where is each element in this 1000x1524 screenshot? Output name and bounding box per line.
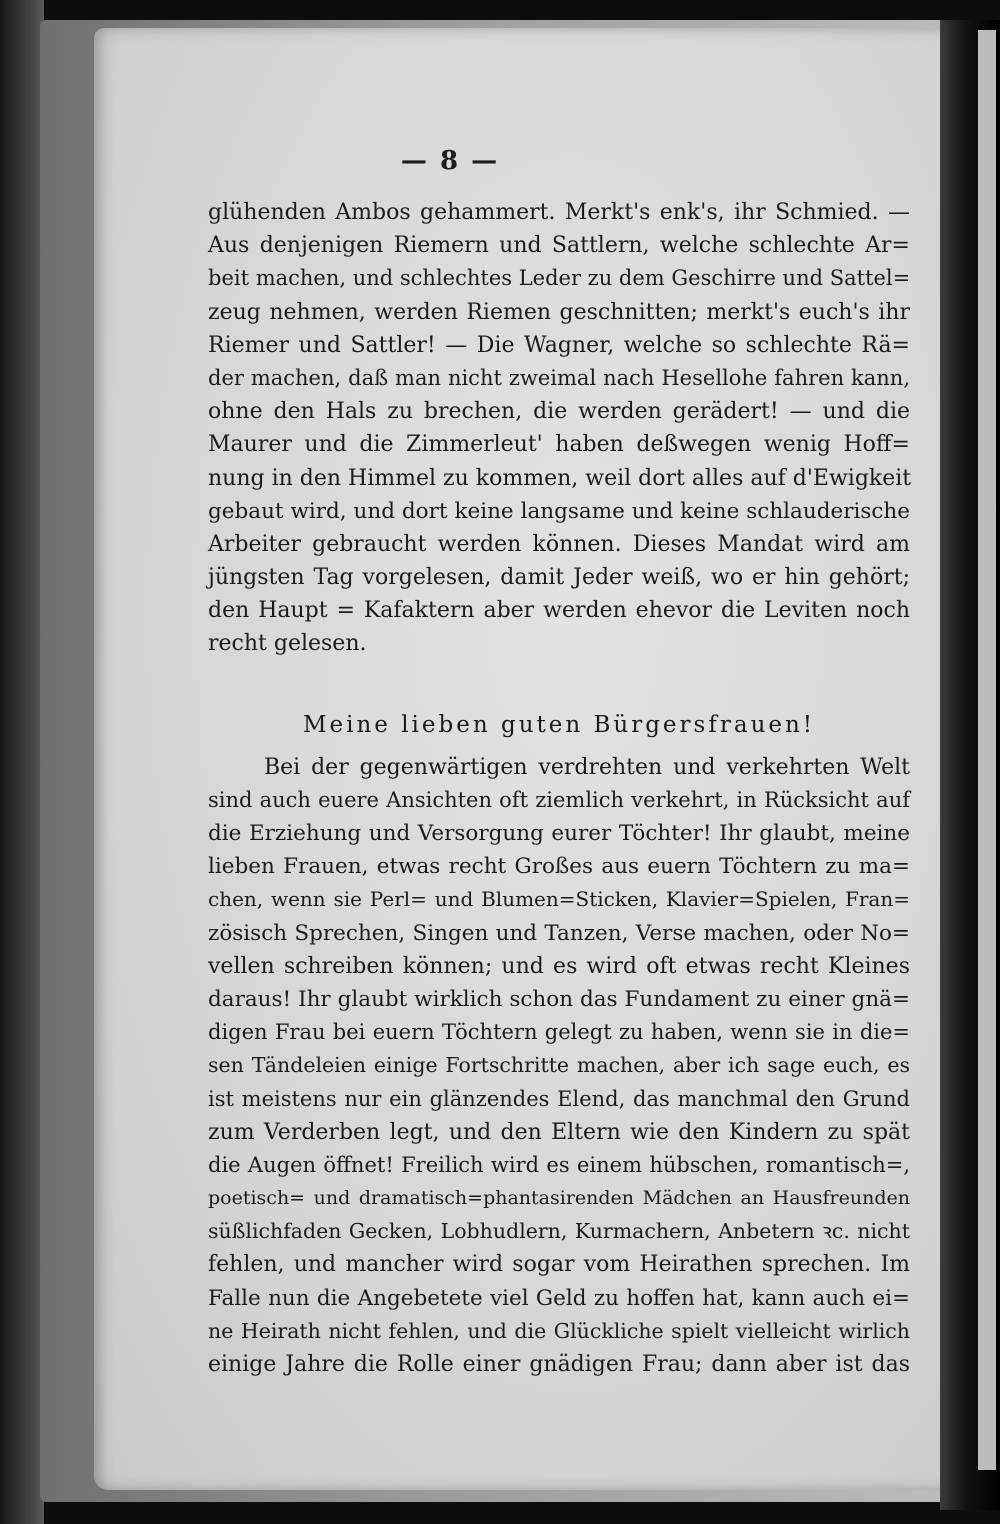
- text-line: zum Verderben legt, und den Eltern wie den Kindern zu spät: [208, 1119, 910, 1145]
- section-heading: Meine lieben guten Bürgersfrauen!: [302, 711, 816, 738]
- text-line: Maurer und die Zimmerleut' haben deßwegen wenig Hoff=: [208, 432, 910, 458]
- text-line: zösisch Sprechen, Singen und Tanzen, Verse machen, oder No=: [208, 920, 910, 946]
- text-line: fehlen, und mancher wird sogar vom Heirathen sprechen. Im: [208, 1252, 910, 1278]
- text-line: poetisch= und dramatisch=phantasirenden Mädchen an Hausfreunden: [208, 1187, 910, 1210]
- text-line: Aus denjenigen Riemern und Sattlern, welche schlechte Ar=: [208, 233, 910, 259]
- text-line: recht gelesen.: [208, 631, 367, 657]
- text-line: vellen schreiben können; und es wird oft etwas recht Kleines: [208, 953, 910, 979]
- text-line: nung in den Himmel zu kommen, weil dort alles auf d'Ewigkeit: [208, 465, 912, 491]
- paragraph-1: [208, 196, 910, 661]
- text-line: jüngsten Tag vorgelesen, damit Jeder weiß, wo er hin gehört;: [208, 565, 910, 591]
- book-cover-edge: [0, 0, 44, 1524]
- text-line: die Augen öffnet! Freilich wird es einem hübschen, romantisch=,: [208, 1152, 910, 1177]
- text-line: gebaut wird, und dort keine langsame und keine schlauderische: [208, 498, 910, 524]
- text-line: beit machen, und schlechtes Leder zu dem Geschirre und Sattel=: [208, 266, 911, 291]
- page-number: — 8 —: [400, 146, 500, 176]
- paragraph-2: [208, 751, 910, 1382]
- text-line: Bei der gegenwärtigen verdrehten und verkehrten Welt: [264, 754, 910, 780]
- text-line: daraus! Ihr glaubt wirklich schon das Fundament zu einer gnä=: [208, 986, 910, 1012]
- text-line: glühenden Ambos gehammert. Merkt's enk's, ihr Schmied. —: [208, 200, 910, 225]
- body-text: [208, 196, 910, 1381]
- text-line: süßlichfaden Gecken, Lobhudlern, Kurmachern, Anbetern ꝛc. nicht: [208, 1219, 910, 1244]
- text-line: den Haupt = Kafaktern aber werden ehevor die Leviten noch: [208, 598, 910, 624]
- facing-page-edge: [978, 30, 996, 1470]
- text-line: die Erziehung und Versorgung eurer Töchter! Ihr glaubt, meine: [208, 821, 910, 846]
- text-line: ne Heirath nicht fehlen, und die Glückliche spielt vielleicht wirlich: [208, 1318, 910, 1343]
- text-line: zeug nehmen, werden Riemen geschnitten; merkt's euch's ihr: [208, 299, 910, 325]
- text-line: lieben Frauen, etwas recht Großes aus euern Töchtern zu ma=: [208, 854, 910, 880]
- text-line: einige Jahre die Rolle einer gnädigen Frau; dann aber ist das: [208, 1352, 910, 1377]
- text-line: ist meistens nur ein glänzendes Elend, das manchmal den Grund: [208, 1086, 910, 1111]
- text-line: Riemer und Sattler! — Die Wagner, welche so schlechte Rä=: [208, 332, 910, 358]
- spacer: [208, 661, 910, 705]
- text-line: Falle nun die Angebetete viel Geld zu hoffen hat, kann auch ei=: [208, 1285, 910, 1311]
- text-line: chen, wenn sie Perl= und Blumen=Sticken, Klavier=Spielen, Fran=: [208, 887, 910, 912]
- text-line: sind auch euere Ansichten oft ziemlich verkehrt, in Rücksicht auf: [208, 787, 910, 812]
- text-line: sen Tändeleien einige Fortschritte machen, aber ich sage euch, es: [208, 1053, 910, 1078]
- text-line: digen Frau bei euern Töchtern gelegt zu haben, wenn sie in die=: [208, 1020, 910, 1045]
- text-line: Arbeiter gebraucht werden können. Dieses Mandat wird am: [208, 531, 910, 557]
- text-line: der machen, daß man nicht zweimal nach Hesellohe fahren kann,: [208, 365, 910, 390]
- text-line: ohne den Hals zu brechen, die werden gerädert! — und die: [208, 399, 910, 425]
